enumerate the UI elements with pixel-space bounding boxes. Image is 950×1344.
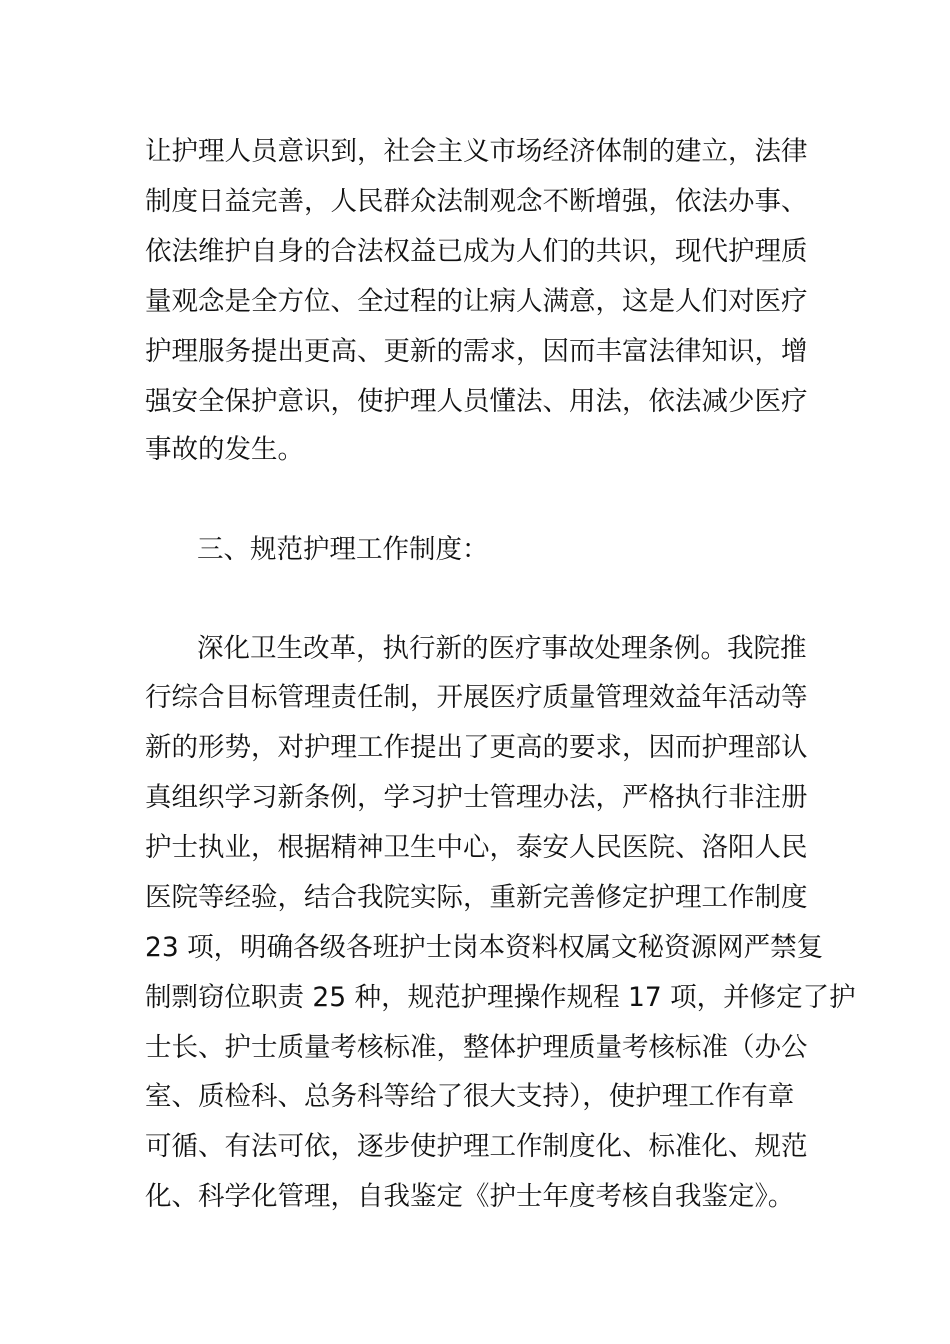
paragraph-2-line: 真组织学习新条例，学习护士管理办法，严格执行非注册 [145, 782, 808, 813]
paragraph-1-line: 量观念是全方位、全过程的让病人满意，这是人们对医疗 [145, 286, 808, 317]
paragraph-1-line: 让护理人员意识到，社会主义市场经济体制的建立，法律 [145, 136, 808, 167]
paragraph-1-line: 依法维护自身的合法权益已成为人们的共识，现代护理质 [145, 236, 808, 267]
paragraph-2-line: 室、质检科、总务科等给了很大支持），使护理工作有章 [145, 1081, 795, 1112]
paragraph-2-line: 可循、有法可依，逐步使护理工作制度化、标准化、规范 [145, 1131, 808, 1162]
paragraph-2-line: 医院等经验，结合我院实际，重新完善修定护理工作制度 [145, 882, 808, 913]
paragraph-2-line: 制剽窃位职责 25 种，规范护理操作规程 17 项，并修定了护 [145, 982, 856, 1013]
paragraph-2-line: 护士执业，根据精神卫生中心，泰安人民医院、洛阳人民 [145, 832, 808, 863]
section-heading: 三、规范护理工作制度： [197, 534, 489, 565]
paragraph-1-line: 强安全保护意识，使护理人员懂法、用法，依法减少医疗 [145, 386, 808, 417]
paragraph-2-line: 化、科学化管理，自我鉴定《护士年度考核自我鉴定》。 [145, 1181, 795, 1212]
paragraph-2-line: 新的形势，对护理工作提出了更高的要求，因而护理部认 [145, 732, 808, 763]
paragraph-2-line: 深化卫生改革，执行新的医疗事故处理条例。我院推 [197, 633, 807, 664]
paragraph-2-line: 行综合目标管理责任制，开展医疗质量管理效益年活动等 [145, 682, 808, 713]
paragraph-1-line: 事故的发生。 [145, 434, 304, 465]
paragraph-2-line: 士长、护士质量考核标准，整体护理质量考核标准（办公 [145, 1032, 808, 1063]
paragraph-1-line: 制度日益完善，人民群众法制观念不断增强，依法办事、 [145, 186, 808, 217]
paragraph-2-line: 23 项，明确各级各班护士岗本资料权属文秘资源网严禁复 [145, 932, 824, 963]
paragraph-1-line: 护理服务提出更高、更新的需求，因而丰富法律知识，增 [145, 336, 808, 367]
